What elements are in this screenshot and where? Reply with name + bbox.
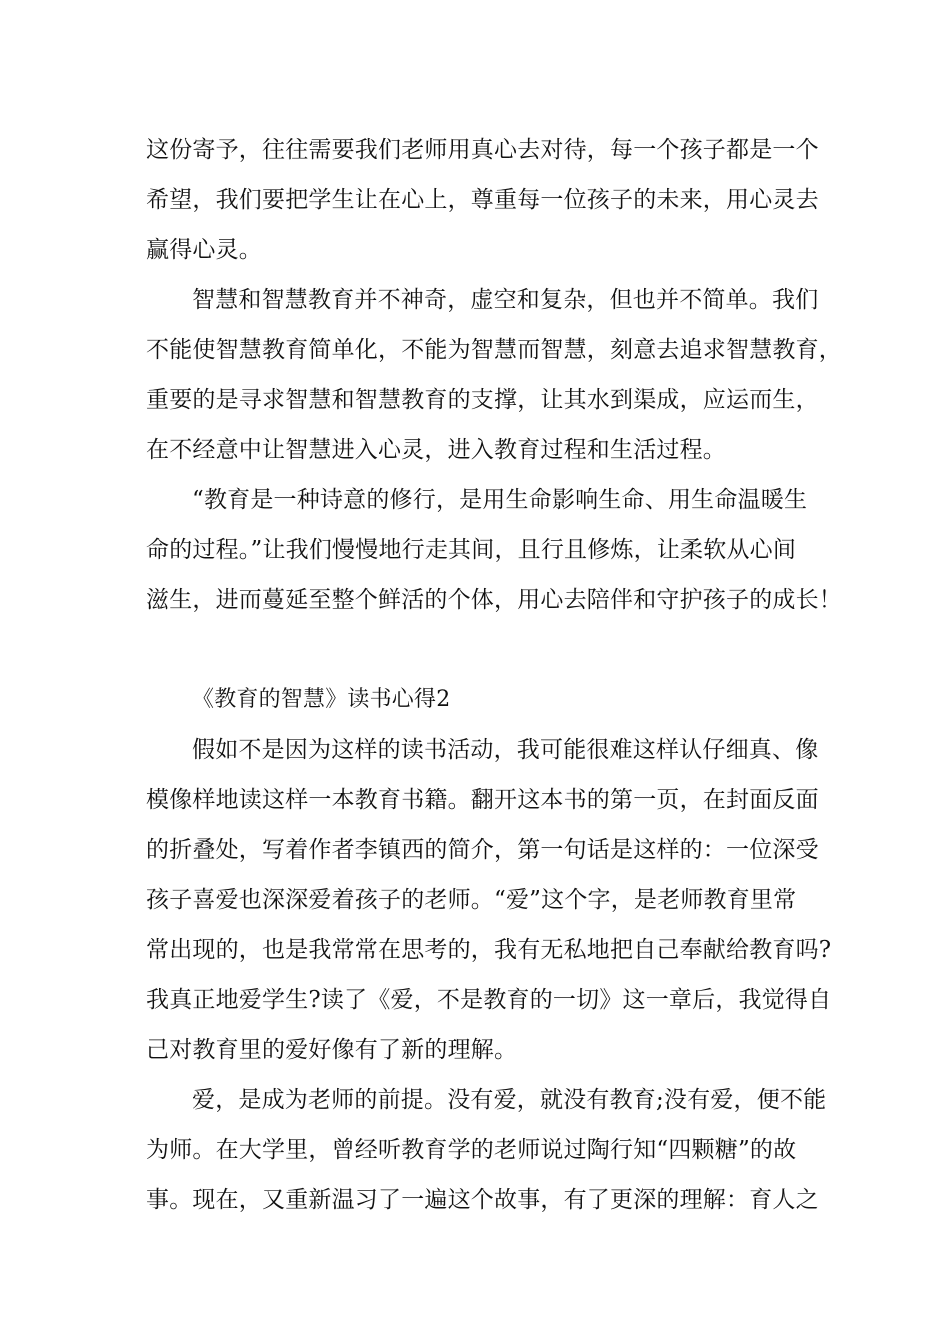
text-line: “教育是一种诗意的修行，是用生命影响生命、用生命温暖生	[192, 487, 808, 513]
text-line: 为师。在大学里，曾经听教育学的老师说过陶行知“四颗糖”的故	[146, 1137, 797, 1163]
text-line: 在不经意中让智慧进入心灵，进入教育过程和生活过程。	[146, 437, 726, 463]
text-line: 赢得心灵。	[146, 237, 262, 263]
text-line: 这份寄予，往往需要我们老师用真心去对待，每一个孩子都是一个	[146, 137, 819, 163]
section-title: 《教育的智慧》读书心得2	[192, 687, 451, 712]
text-line: 不能使智慧教育简单化，不能为智慧而智慧，刻意去追求智慧教育，	[146, 337, 842, 363]
text-line: 滋生，进而蔓延至整个鲜活的个体，用心去陪伴和守护孩子的成长！	[146, 587, 842, 613]
text-line: 假如不是因为这样的读书活动，我可能很难这样认仔细真、像	[192, 737, 819, 763]
text-line: 智慧和智慧教育并不神奇，虚空和复杂，但也并不简单。我们	[192, 287, 819, 313]
text-line: 孩子喜爱也深深爱着孩子的老师。“爱”这个字，是老师教育里常	[146, 887, 797, 913]
text-line: 常出现的，也是我常常在思考的，我有无私地把自己奉献给教育吗?	[146, 937, 832, 963]
text-line: 命的过程。”让我们慢慢地行走其间，且行且修炼，让柔软从心间	[146, 537, 797, 563]
text-line: 希望，我们要把学生让在心上，尊重每一位孩子的未来，用心灵去	[146, 187, 819, 213]
text-line: 我真正地爱学生?读了《爱，不是教育的一切》这一章后，我觉得自	[146, 987, 832, 1013]
text-line: 重要的是寻求智慧和智慧教育的支撑，让其水到渠成，应运而生，	[146, 387, 819, 413]
text-line: 爱，是成为老师的前提。没有爱，就没有教育;没有爱，便不能	[192, 1087, 827, 1113]
text-line: 的折叠处，写着作者李镇西的简介，第一句话是这样的：一位深受	[146, 837, 819, 863]
text-line: 事。现在，又重新温习了一遍这个故事，有了更深的理解：育人之	[146, 1187, 819, 1213]
text-line: 己对教育里的爱好像有了新的理解。	[146, 1037, 518, 1063]
text-line: 模像样地读这样一本教育书籍。翻开这本书的第一页，在封面反面	[146, 787, 819, 813]
